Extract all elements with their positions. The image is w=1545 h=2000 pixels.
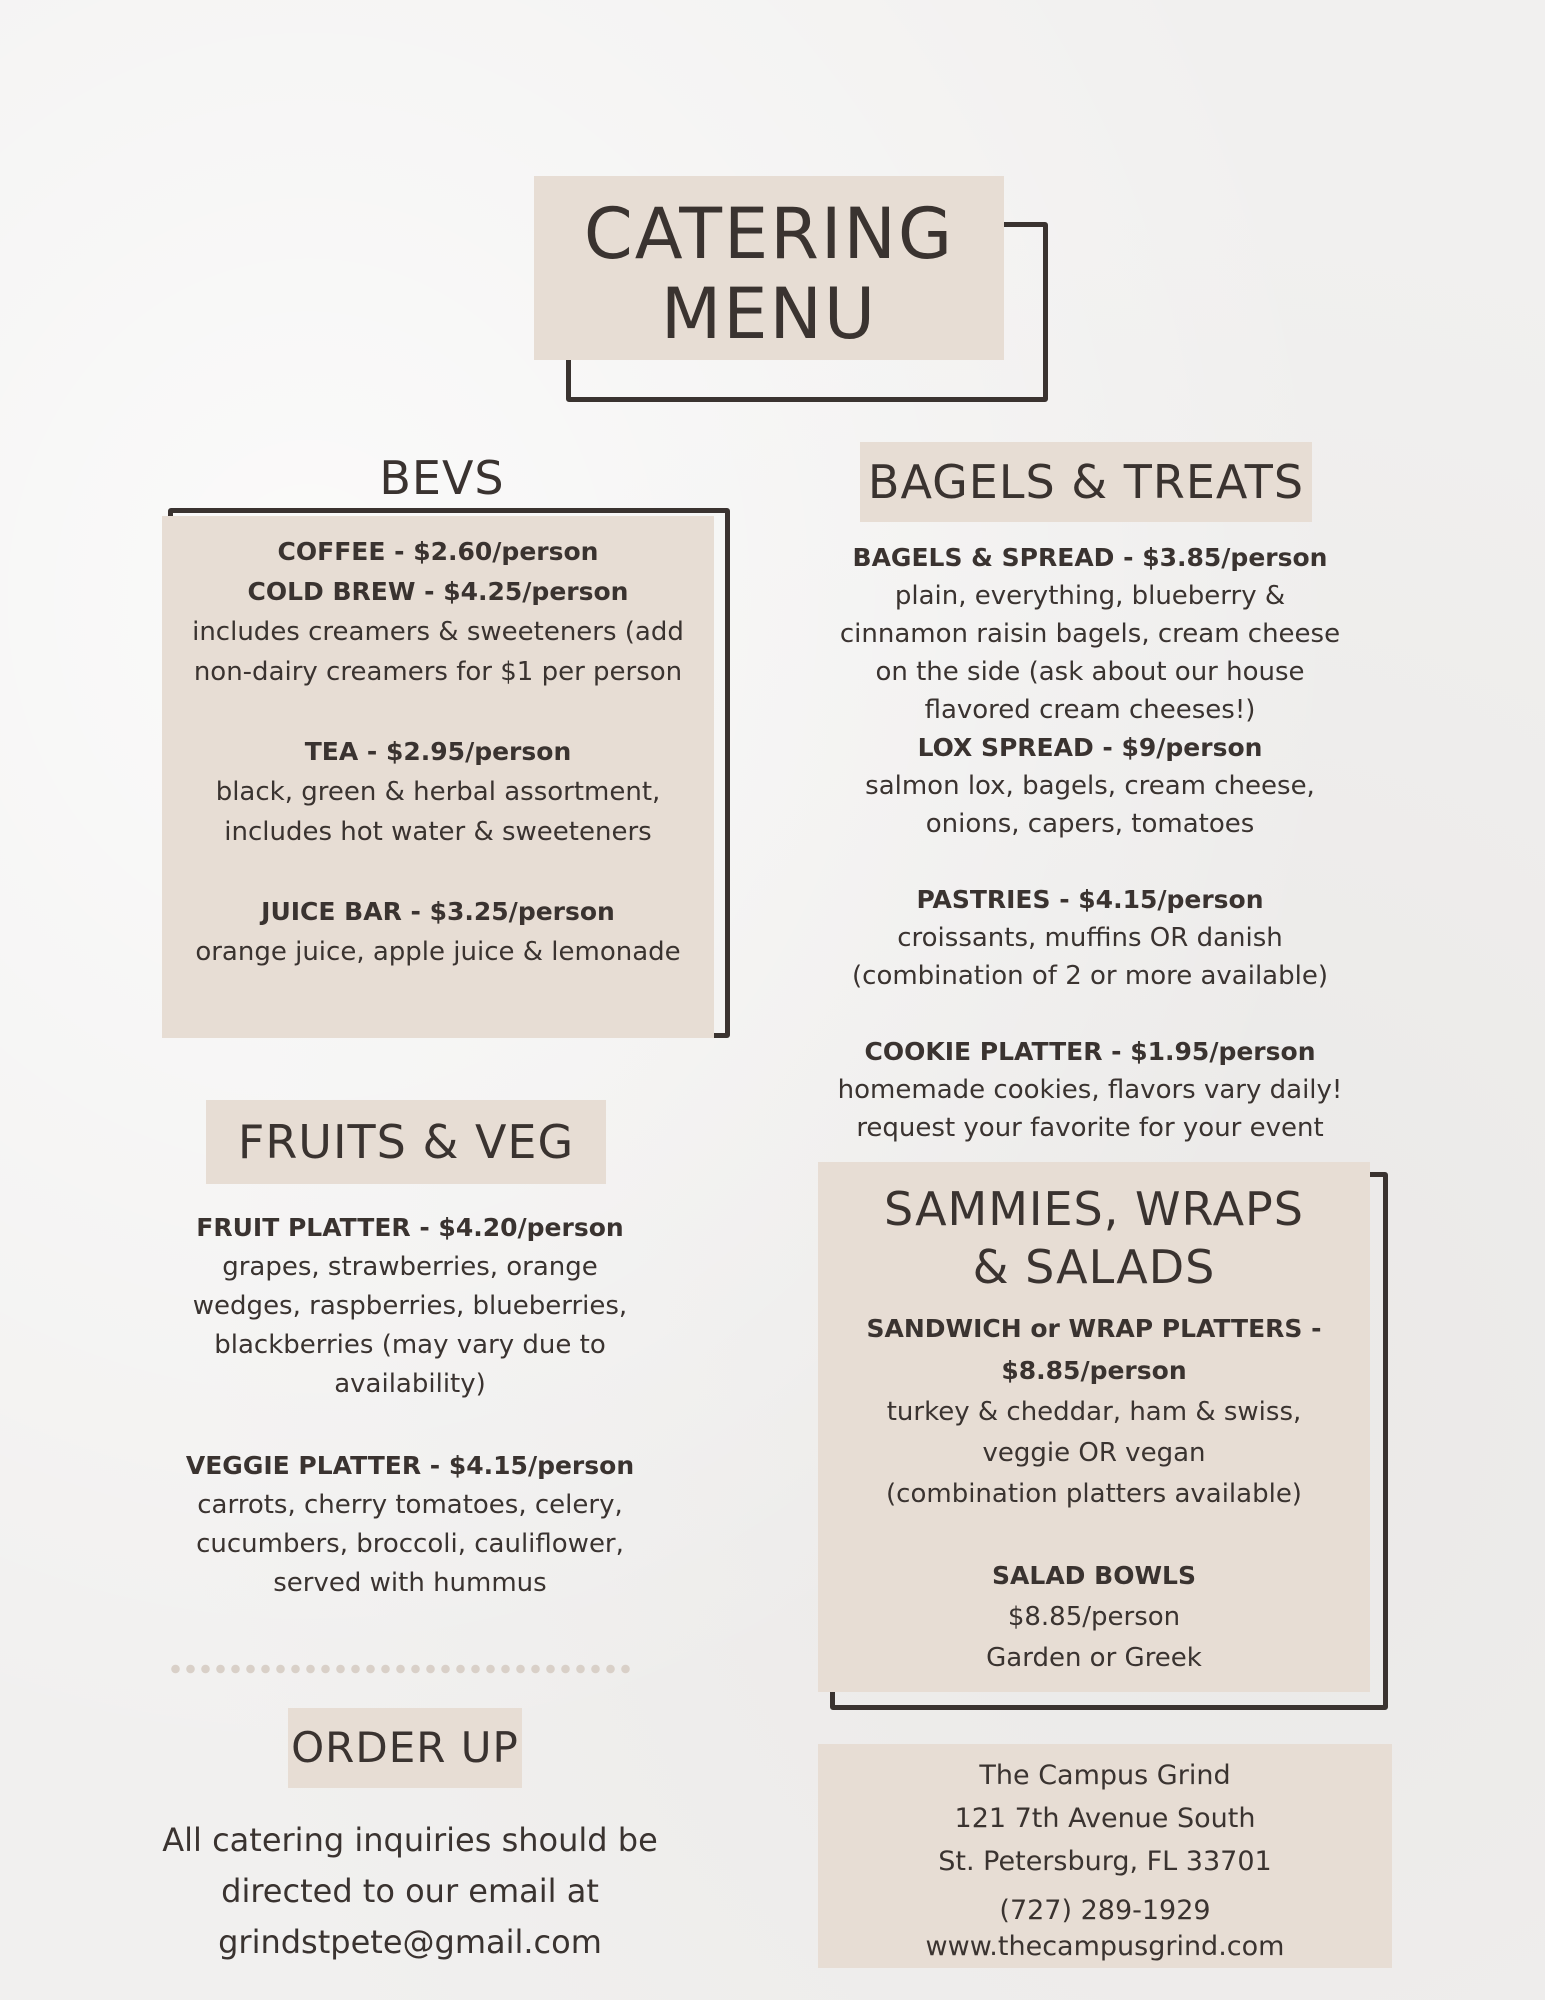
contact-website: www.thecampusgrind.com <box>925 1931 1285 1962</box>
bagels-spread-desc-3: on the side (ask about our house <box>875 657 1305 687</box>
bevs-coldbrew-title: COLD BREW - $4.25/person <box>247 577 629 606</box>
bevs-tea-desc-1: black, green & herbal assortment, <box>215 777 661 807</box>
veggie-platter-title: VEGGIE PLATTER - $4.15/person <box>185 1451 635 1480</box>
title-box <box>534 176 1004 360</box>
sandwich-platter-title-2: $8.85/person <box>1001 1356 1187 1385</box>
bagels-cookie-title: COOKIE PLATTER - $1.95/person <box>864 1037 1316 1066</box>
veggie-platter-desc-1: carrots, cherry tomatoes, celery, <box>197 1490 623 1520</box>
bagels-pastries-desc-1: croissants, muffins OR danish <box>897 923 1283 953</box>
veggie-platter-desc-3: served with hummus <box>273 1568 547 1598</box>
bagels-lox-desc-2: onions, capers, tomatoes <box>925 809 1255 839</box>
sammies-box <box>818 1162 1370 1692</box>
bagels-pastries-title: PASTRIES - $4.15/person <box>916 885 1264 914</box>
contact-city: St. Petersburg, FL 33701 <box>938 1846 1272 1877</box>
salad-bowls-title: SALAD BOWLS <box>992 1561 1196 1590</box>
bevs-juice-title: JUICE BAR - $3.25/person <box>261 897 615 926</box>
sandwich-platter-desc-2: veggie OR vegan <box>982 1438 1206 1468</box>
fruit-platter-title: FRUIT PLATTER - $4.20/person <box>196 1213 624 1242</box>
order-email: grindstpete@gmail.com <box>218 1923 602 1961</box>
sammies-heading-2: & SALADS <box>972 1240 1216 1294</box>
sandwich-platter-title-1: SANDWICH or WRAP PLATTERS - <box>866 1314 1322 1343</box>
salad-bowls-desc: Garden or Greek <box>986 1643 1202 1673</box>
bagels-spread-title: BAGELS & SPREAD - $3.85/person <box>852 543 1328 572</box>
dotted-divider <box>168 1664 634 1674</box>
bevs-juice-desc-1: orange juice, apple juice & lemonade <box>195 937 681 967</box>
bagels-spread-desc-1: plain, everything, blueberry & <box>894 581 1286 611</box>
fruit-platter-desc-2: wedges, raspberries, blueberries, <box>192 1291 628 1321</box>
order-heading: ORDER UP <box>288 1708 522 1788</box>
bevs-heading: BEVS <box>379 451 505 505</box>
title-line-2: MENU <box>660 273 878 355</box>
title-line-1: CATERING <box>583 193 955 275</box>
fruits-heading: FRUITS & VEG <box>206 1100 606 1184</box>
bagels-list <box>800 539 1380 1147</box>
order-text <box>110 1815 710 1968</box>
fruit-platter-desc-1: grapes, strawberries, orange <box>222 1252 598 1282</box>
contact-box <box>818 1744 1392 1968</box>
sandwich-platter-desc-3: (combination platters available) <box>886 1479 1302 1509</box>
bagels-cookie-desc-2: request your favorite for your event <box>856 1113 1324 1143</box>
fruits-list <box>150 1208 670 1603</box>
order-line-2: directed to our email at <box>221 1872 599 1910</box>
bevs-coldbrew-desc-2: non-dairy creamers for $1 per person <box>193 657 683 687</box>
veggie-platter-desc-2: cucumbers, broccoli, cauliflower, <box>196 1529 624 1559</box>
bagels-spread-desc-4: flavored cream cheeses!) <box>924 695 1256 725</box>
bagels-cookie-desc-1: homemade cookies, flavors vary daily! <box>837 1075 1343 1105</box>
bevs-box <box>162 516 714 1038</box>
fruit-platter-desc-3: blackberries (may vary due to <box>214 1330 606 1360</box>
bagels-spread-desc-2: cinnamon raisin bagels, cream cheese <box>839 619 1341 649</box>
bagels-lox-title: LOX SPREAD - $9/person <box>917 733 1263 762</box>
bevs-tea-desc-2: includes hot water & sweeteners <box>224 817 652 847</box>
bevs-coldbrew-desc-1: includes creamers & sweeteners (add <box>192 617 684 647</box>
contact-phone: (727) 289-1929 <box>999 1895 1211 1926</box>
bagels-heading: BAGELS & TREATS <box>860 442 1312 522</box>
sandwich-platter-desc-1: turkey & cheddar, ham & swiss, <box>886 1397 1302 1427</box>
salad-bowls-price: $8.85/person <box>1007 1602 1181 1632</box>
bagels-pastries-desc-2: (combination of 2 or more available) <box>852 961 1328 991</box>
contact-name: The Campus Grind <box>979 1760 1231 1791</box>
bevs-tea-title: TEA - $2.95/person <box>304 737 572 766</box>
sammies-heading-1: SAMMIES, WRAPS <box>884 1182 1304 1236</box>
bevs-coffee-title: COFFEE - $2.60/person <box>277 537 599 566</box>
contact-street: 121 7th Avenue South <box>954 1803 1256 1834</box>
order-line-1: All catering inquiries should be <box>162 1821 658 1859</box>
bagels-lox-desc-1: salmon lox, bagels, cream cheese, <box>865 771 1315 801</box>
fruit-platter-desc-4: availability) <box>334 1369 486 1399</box>
